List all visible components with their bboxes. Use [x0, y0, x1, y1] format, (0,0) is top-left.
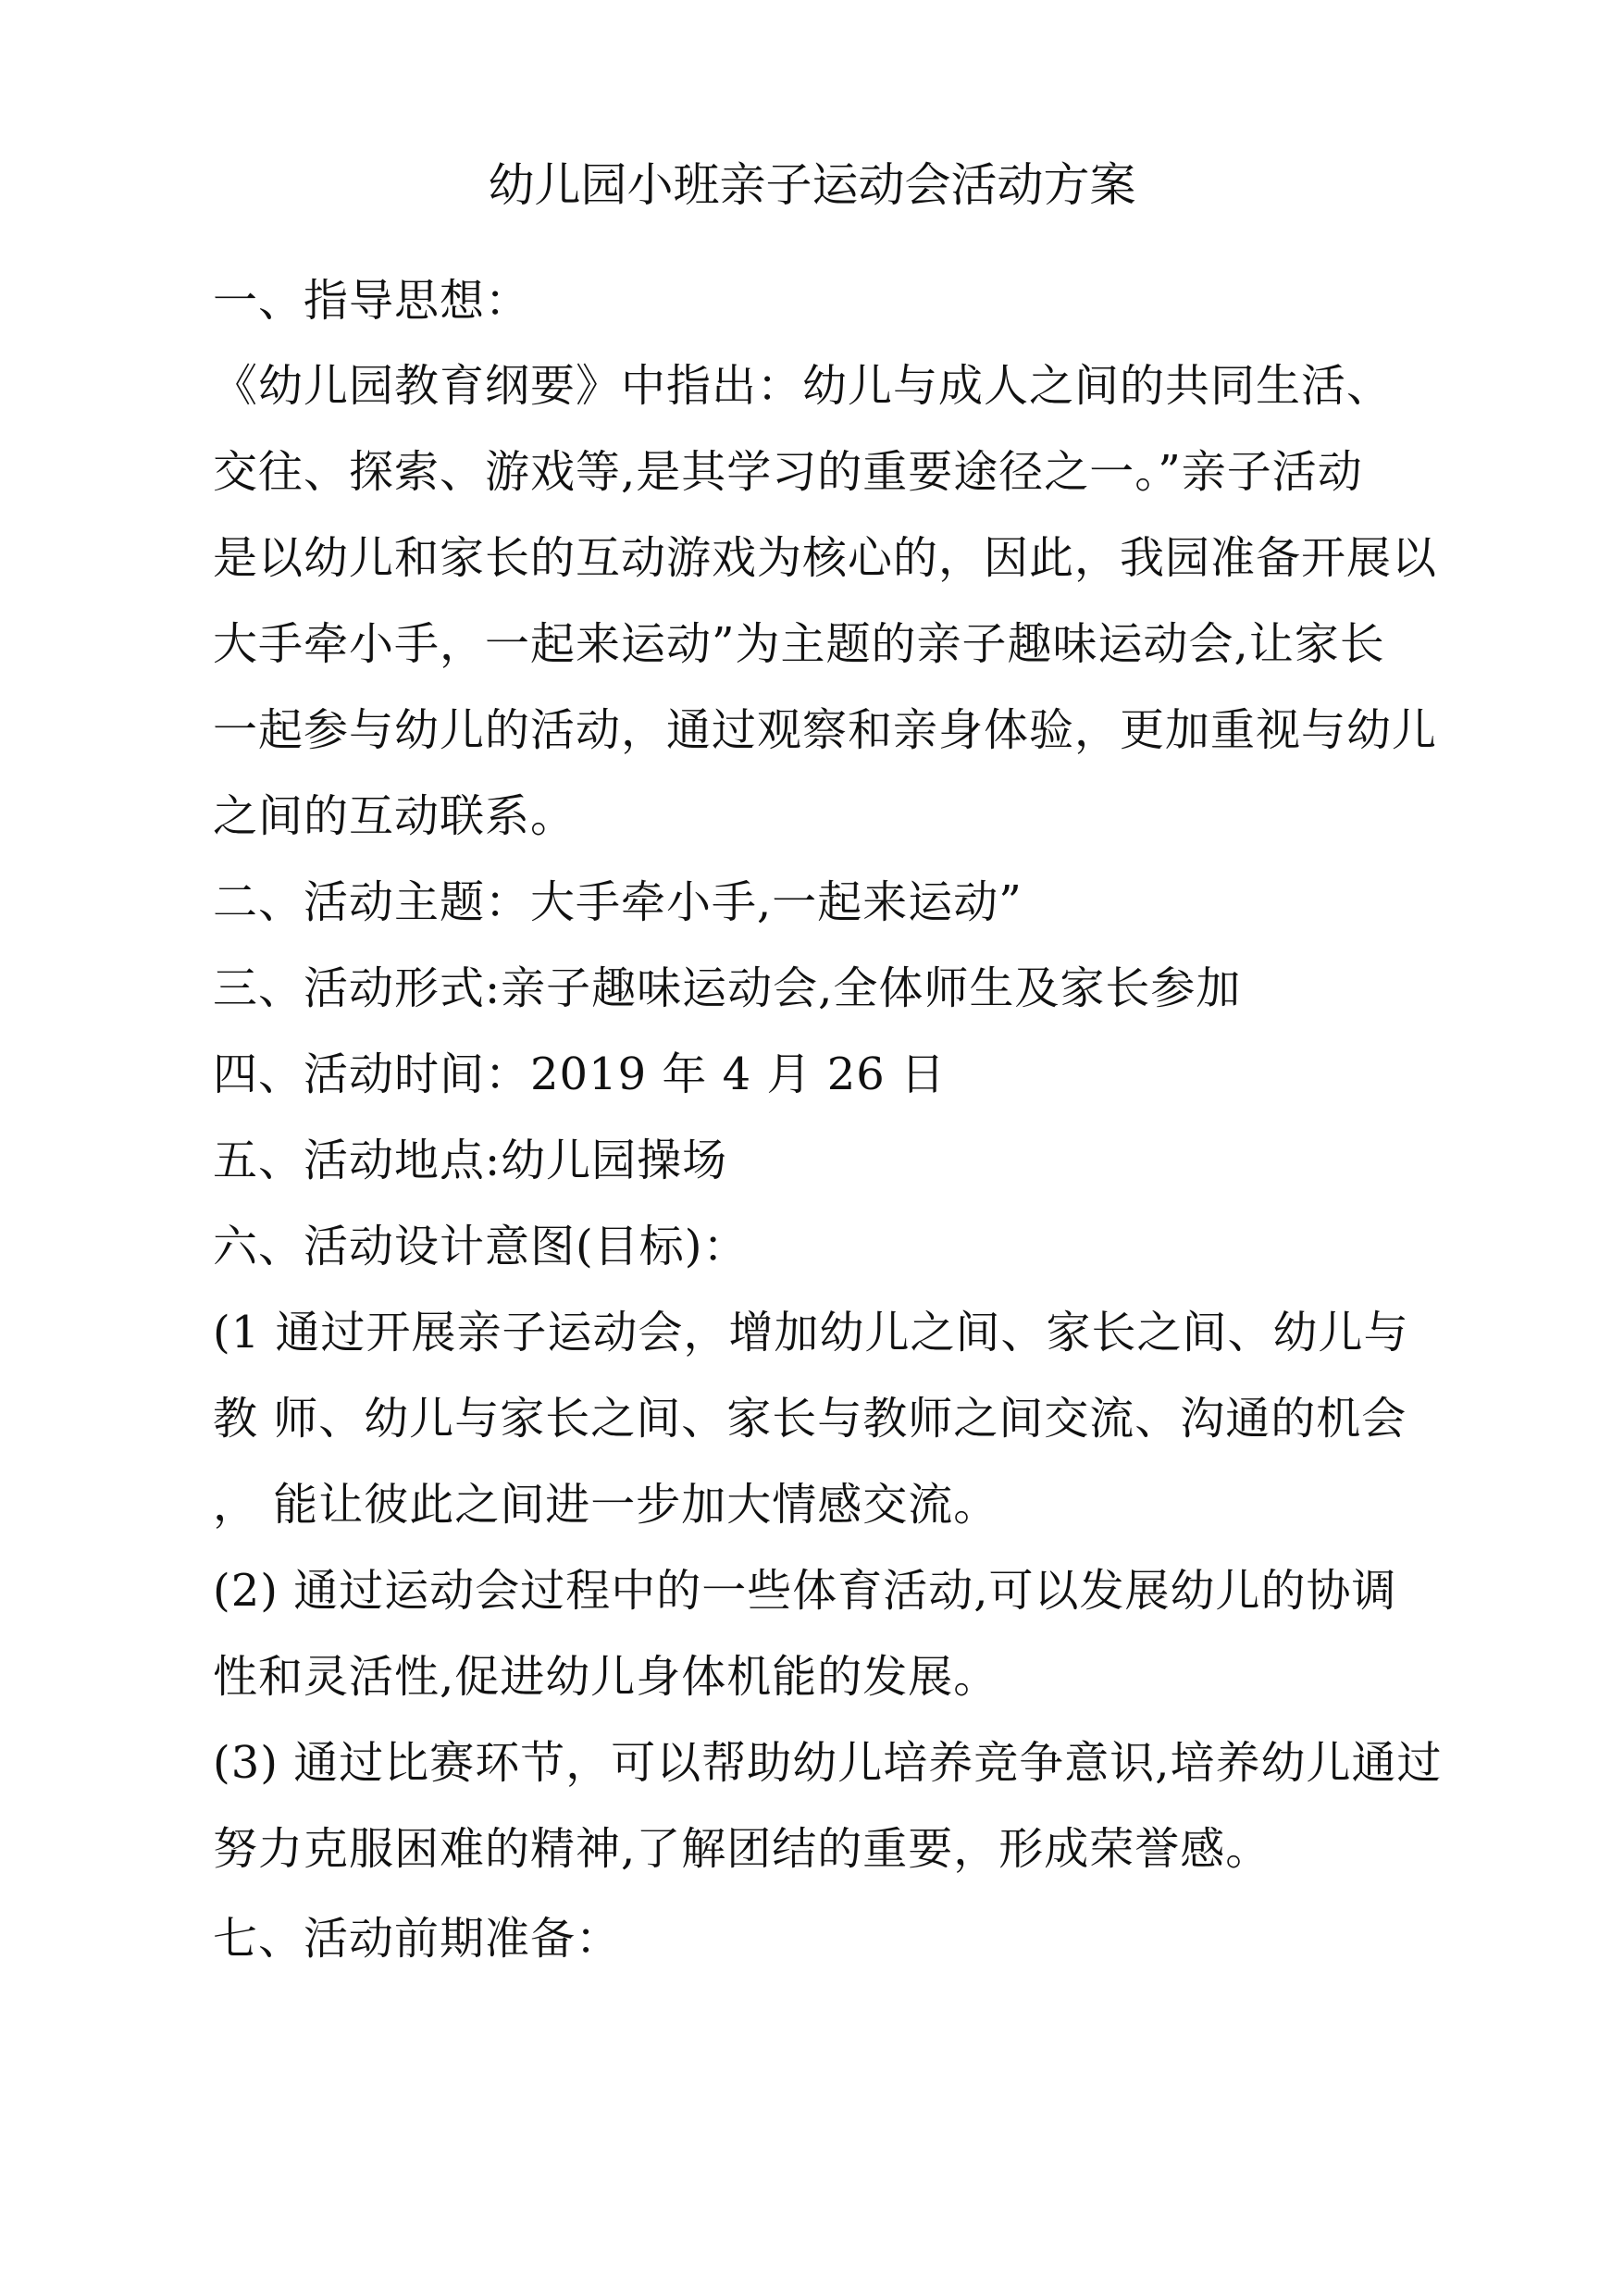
- objective-line: 努力克服困难的精神,了解团结的重要，形成荣誉感。: [213, 1823, 1271, 1875]
- paragraph-line: 大手牵小手，一起来运动”为主题的亲子趣味运动会,让家长: [213, 618, 1385, 670]
- objective-line: 性和灵活性,促进幼儿身体机能的发展。: [213, 1651, 999, 1703]
- paragraph-line: 是以幼儿和家长的互动游戏为核心的，因此，我园准备开展以: [213, 532, 1438, 584]
- paragraph-line: 之间的互动联系。: [213, 790, 576, 842]
- section-heading-objectives: 六、活动设计意图(目标)：: [213, 1221, 749, 1272]
- paragraph-line: 交往、探索、游戏等,是其学习的重要途径之一。”亲子活动: [213, 446, 1363, 498]
- section-heading-guiding-ideology: 一、指导思想：: [213, 275, 531, 327]
- section-heading-preparation: 七、活动前期准备：: [213, 1913, 622, 1965]
- section-heading-theme: 二、活动主题：大手牵小手,一起来运动”: [213, 876, 1023, 928]
- paragraph-line: 一起参与幼儿的活动，通过观察和亲身体验，更加重视与幼儿: [213, 704, 1438, 756]
- objective-line: (2) 通过运动会过程中的一些体育活动,可以发展幼儿的协调: [213, 1565, 1397, 1617]
- section-heading-time: 四、活动时间：2019 年 4 月 26 日: [213, 1048, 947, 1100]
- objective-line: (1 通过开展亲子运动会，增加幼儿之间、家长之间、幼儿与: [213, 1307, 1409, 1358]
- section-heading-location: 五、活动地点:幼儿园操场: [213, 1135, 728, 1186]
- paragraph-line: 《幼儿园教育纲要》中指出：幼儿与成人之间的共同生活、: [213, 360, 1393, 412]
- objective-line: 教 师、幼儿与家长之间、家长与教师之间交流、沟通的机会: [213, 1393, 1407, 1445]
- section-heading-form: 三、活动形式:亲子趣味运动会,全体师生及家长参加: [213, 962, 1242, 1014]
- objective-line: (3) 通过比赛环节，可以帮助幼儿培养竞争意识,培养幼儿通过: [213, 1737, 1443, 1789]
- document-title: 幼儿园小班亲子运动会活动方案: [488, 158, 1136, 212]
- objective-line: ， 能让彼此之间进一步加大情感交流。: [213, 1479, 999, 1531]
